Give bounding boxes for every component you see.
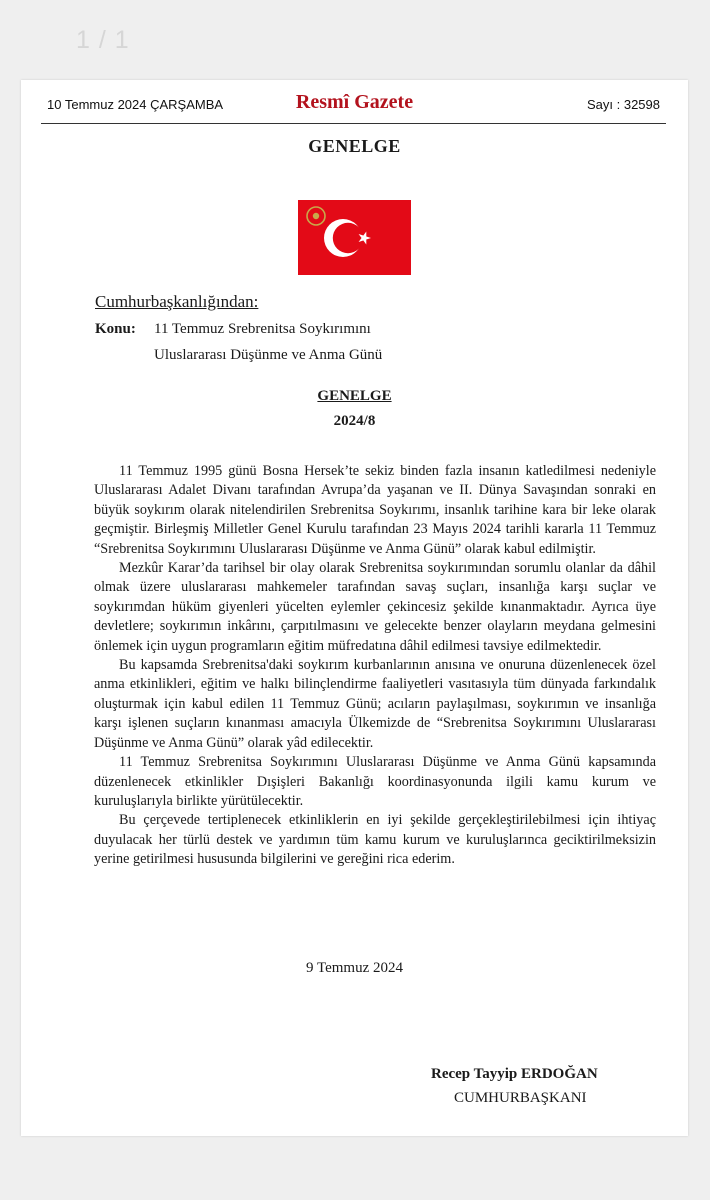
body-paragraph: 11 Temmuz Srebrenitsa Soykırımını Uluslararası Düşünme ve Anma Günü kapsamında düzenlenecek etkinlikler Dışişleri Bakanlığı koordinasyonunda ilgili kamu kurum ve kuruluşlarıyla birlikte yürütülecektir.: [94, 754, 656, 809]
subject-label: Konu:: [95, 321, 136, 337]
body-paragraph: 11 Temmuz 1995 günü Bosna Hersek’te sekiz binden fazla insanın katledilmesi nedeniyle Uluslararası Adalet Divanı tarafından Avrupa’da yaşanan ve II. Dünya Savaşından sonraki en büyük soykırım olarak nitelendirilen Srebrenitsa Soykırımı, insanlık tarihine kara bir leke olarak geçmiştir. Birleşmiş Milletler Genel Kurulu tarafından 23 Mayıs 2024 tarihli kararla 11 Temmuz “Srebrenitsa Soykırımını Uluslararası Düşünme ve Anma Günü” olarak kabul edilmiştir.: [94, 463, 656, 557]
issue-date: 10 Temmuz 2024 ÇARŞAMBA: [47, 97, 224, 112]
document-kind: GENELGE: [308, 136, 401, 156]
circular-title: GENELGE: [317, 388, 392, 404]
body-paragraph: Mezkûr Karar’da tarihsel bir olay olarak Srebrenitsa soykırımından sorumlu olanlar da dâhil olmak üzere uluslararası mahkemeler tarafından savaş suçları, insanlığa karşı suçlar ve soykırımdan hüküm giyenleri yücelten eylemler çekincesiz şekilde kınanmaktadır. Ayrıca üye devletlere; soykırımın inkârını, çarpıtılmasını ve gelecekte benzer olayların meydana gelmesini önlemek için uygun programların eğitim müfredatına dâhil edilmesi tavsiye edilmektedir.: [94, 560, 656, 654]
signer-title: CUMHURBAŞKANI: [454, 1090, 587, 1106]
page-counter: 1 / 1: [76, 26, 130, 54]
crescent-inner: [333, 223, 363, 253]
subject-line: Uluslararası Düşünme ve Anma Günü: [154, 347, 383, 363]
signer-name: Recep Tayyip ERDOĞAN: [431, 1066, 598, 1082]
turkish-flag-icon: [298, 200, 411, 275]
issue-number: Sayı : 32598: [587, 97, 660, 112]
body-paragraph: Bu çerçevede tertiplenecek etkinliklerin en iyi şekilde gerçekleştirilebilmesi için ihtiyaç duyulacak her türlü destek ve yardımın tüm kamu kurum ve kuruluşlarınca geciktirilmeksizin yerine getirilmesi hususunda bilgilerini ve gereğini rica ederim.: [94, 812, 656, 868]
gazette-page: [21, 80, 688, 1136]
subject-line: 11 Temmuz Srebrenitsa Soykırımını: [154, 321, 371, 337]
header-divider: [41, 123, 666, 124]
signature-date: 9 Temmuz 2024: [306, 960, 403, 976]
body-paragraph: Bu kapsamda Srebrenitsa'daki soykırım kurbanlarının anısına ve onuruna düzenlenecek özel anma etkinlikleri, eğitim ve halkı bilinçlendirme faaliyetleri vasıtasıyla tüm dünyada farkındalık oluşturmak için kabul edilen 11 Temmuz Günü; acıların paylaşılması, soykırımın ve insanlığa karşı işlenen suçların kınanması amacıyla Ülkemizde de “Srebrenitsa Soykırımını Uluslararası Düşünme ve Anma Günü” olarak yâd edilecektir.: [94, 657, 656, 751]
circular-number: 2024/8: [333, 413, 376, 429]
gazette-title: Resmî Gazete: [295, 91, 414, 113]
issuer-heading: Cumhurbaşkanlığından:: [95, 292, 259, 311]
circular-body: [94, 462, 656, 870]
